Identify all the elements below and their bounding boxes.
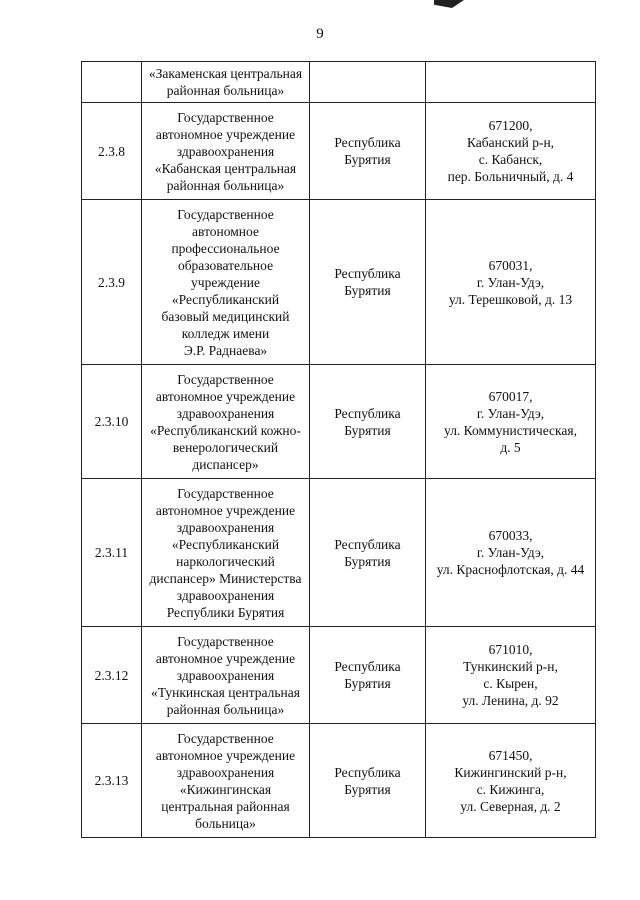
row-number-cell	[82, 103, 142, 200]
region: Республика Бурятия	[334, 405, 401, 438]
address-cell	[426, 365, 596, 479]
institution-name-cell	[142, 365, 310, 479]
institution-name: «Закаменская центральная районная больница»	[148, 66, 303, 98]
row-number-cell	[82, 62, 142, 103]
row-number: 2.3.13	[94, 773, 129, 788]
address-cell	[426, 103, 596, 200]
table-row	[82, 724, 596, 838]
table-row	[82, 365, 596, 479]
region: Республика Бурятия	[334, 536, 401, 569]
institution-name-cell	[142, 200, 310, 365]
institution-name-cell	[142, 62, 310, 103]
institution-name-cell	[142, 103, 310, 200]
address: 670033, г. Улан-Удэ, ул. Краснофлотская, д. 44	[436, 528, 585, 577]
institution-name: Государственное автономное учреждение здравоохранения «Республиканский кожно- венерологический диспансер»	[150, 371, 301, 472]
region-cell	[310, 724, 426, 838]
row-number: 2.3.11	[94, 545, 129, 560]
address: 671010, Тункинский р-н, с. Кырен, ул. Ленина, д. 92	[462, 642, 559, 708]
institution-name: Государственное автономное учреждение здравоохранения «Республиканский наркологический диспансер» Министерства здравоохранения Республики Бурятия	[149, 485, 302, 620]
row-number-cell	[82, 365, 142, 479]
scan-corner-mark	[434, 0, 464, 8]
row-number: 2.3.10	[94, 414, 129, 429]
address-cell	[426, 62, 596, 103]
institution-name: Государственное автономное учреждение здравоохранения «Кижингинская центральная районная больница»	[155, 730, 296, 831]
address-cell	[426, 200, 596, 365]
table-row	[82, 627, 596, 724]
address: 671200, Кабанский р-н, с. Кабанск, пер. Больничный, д. 4	[447, 118, 574, 184]
row-number: 2.3.9	[98, 274, 125, 290]
row-number-cell	[82, 627, 142, 724]
institution-name-cell	[142, 627, 310, 724]
institution-name-cell	[142, 479, 310, 627]
address-cell	[426, 479, 596, 627]
region-cell	[310, 479, 426, 627]
region-cell	[310, 627, 426, 724]
region: Республика Бурятия	[334, 135, 401, 167]
institutions-table	[81, 61, 596, 838]
row-number-cell	[82, 479, 142, 627]
address-cell	[426, 627, 596, 724]
institution-name: Государственное автономное профессиональное образовательное учреждение «Республиканский базовый медицинский колледж имени Э.Р. Раднаева»	[161, 206, 290, 358]
table-row	[82, 103, 596, 200]
region: Республика Бурятия	[334, 659, 401, 691]
institution-name: Государственное автономное учреждение здравоохранения «Кабанская центральная районная больница»	[154, 109, 297, 193]
region-cell	[310, 200, 426, 365]
row-number: 2.3.12	[94, 667, 129, 683]
row-number: 2.3.8	[98, 143, 125, 159]
region: Республика Бурятия	[334, 266, 401, 298]
region-cell	[310, 103, 426, 200]
address: 671450, Кижингинский р-н, с. Кижинга, ул. Северная, д. 2	[454, 747, 567, 814]
region-cell	[310, 62, 426, 103]
table-row	[82, 479, 596, 627]
table-row	[82, 62, 596, 103]
region-cell	[310, 365, 426, 479]
institution-name-cell	[142, 724, 310, 838]
address-cell	[426, 724, 596, 838]
address: 670031, г. Улан-Удэ, ул. Терешковой, д. 13	[448, 257, 573, 307]
table-row	[82, 200, 596, 365]
address: 670017, г. Улан-Удэ, ул. Коммунистическая, д. 5	[444, 388, 577, 455]
page-number: 9	[316, 26, 324, 42]
institution-name: Государственное автономное учреждение здравоохранения «Тункинская центральная районная больница»	[151, 633, 300, 717]
row-number-cell	[82, 200, 142, 365]
row-number-cell	[82, 724, 142, 838]
region: Республика Бурятия	[334, 764, 401, 797]
